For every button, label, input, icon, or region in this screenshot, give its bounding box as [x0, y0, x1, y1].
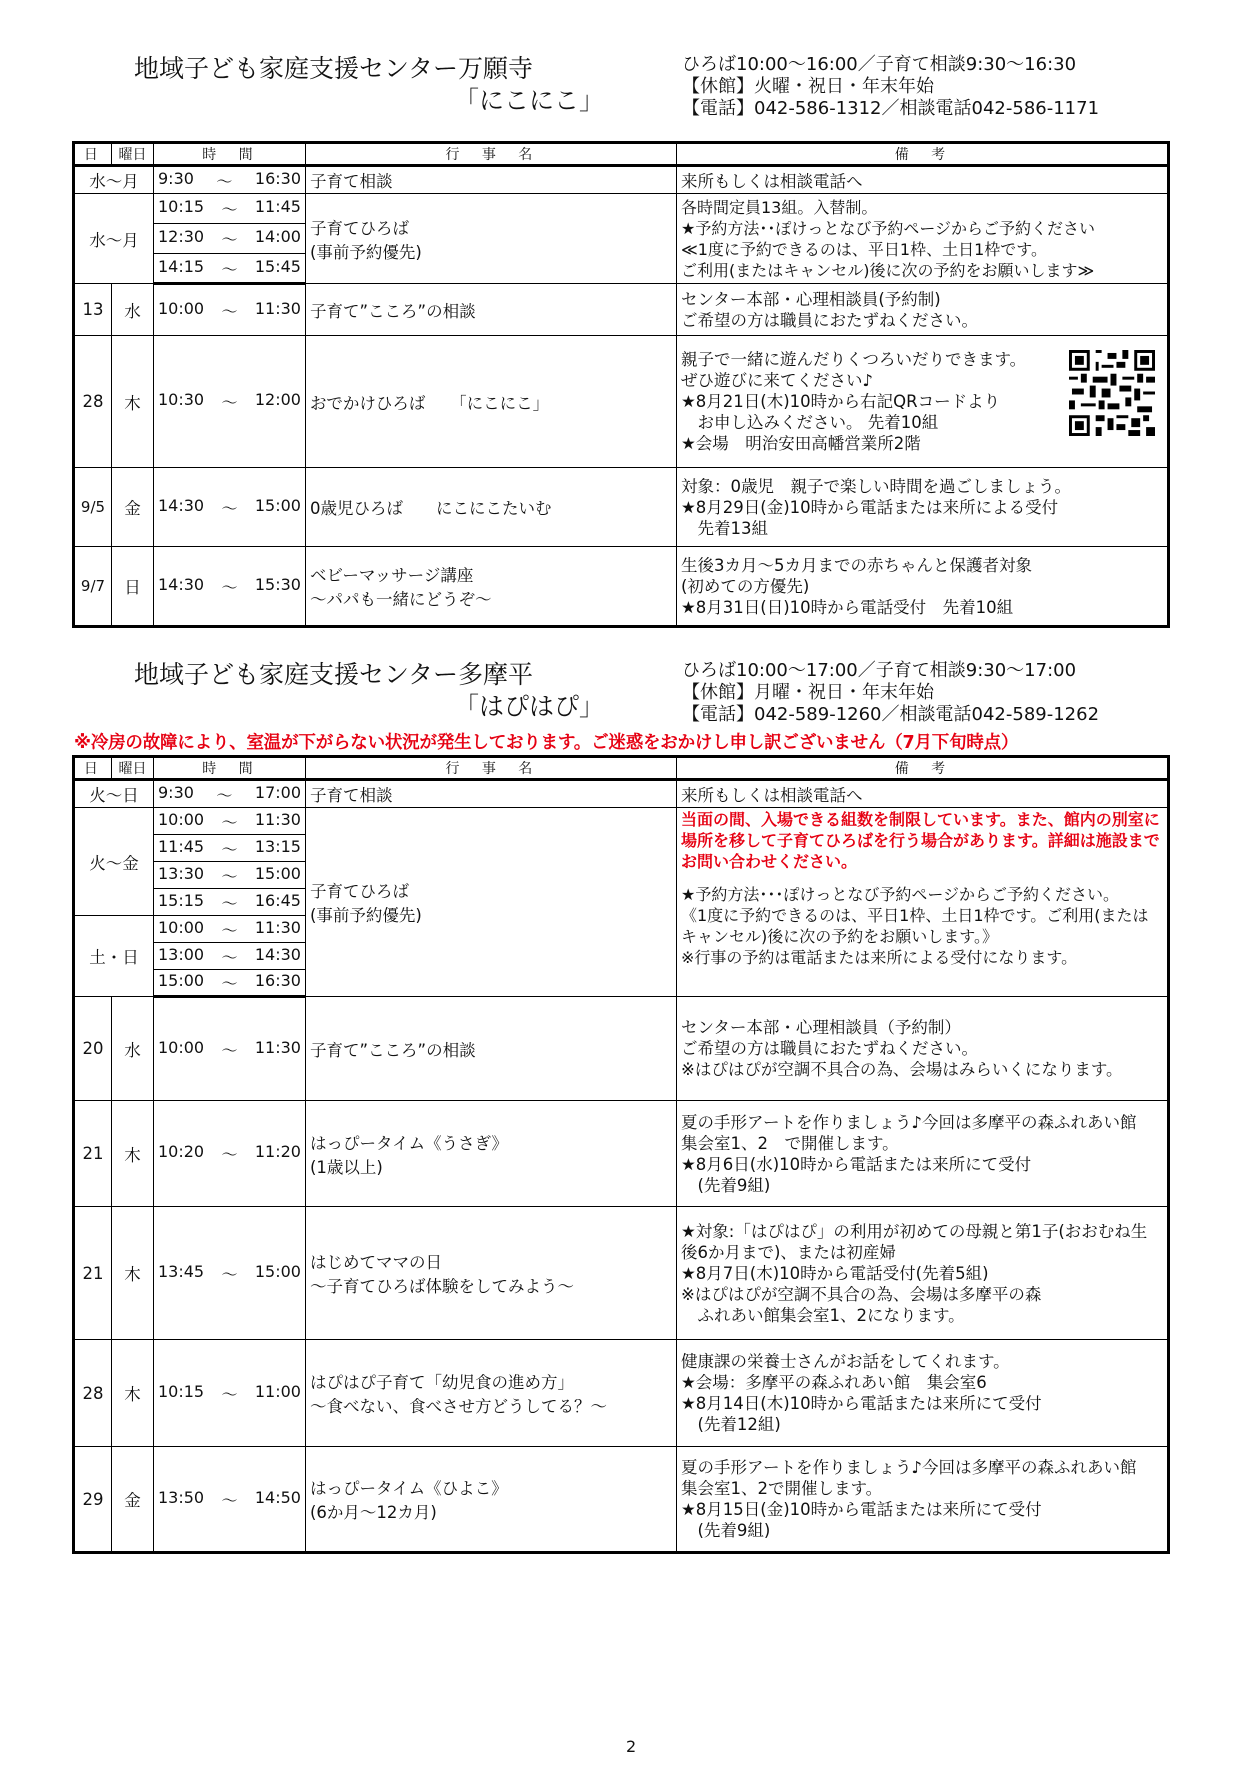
- row-time: 14:30 ～ 15:00: [154, 468, 306, 547]
- row-note-cell: [677, 808, 1169, 997]
- table-row: [74, 166, 1169, 194]
- table-row: [74, 468, 1169, 547]
- row-event: ベビーマッサージ講座 ～パパも一緒にどうぞ～: [306, 547, 677, 627]
- row-time: 10:00 ～ 11:30: [154, 284, 306, 336]
- row-event: はっぴータイム《うさぎ》 (1歳以上): [306, 1101, 677, 1207]
- table-header: [74, 143, 1169, 166]
- row-day: 21: [74, 1207, 112, 1340]
- header-weekday: 曜日: [112, 143, 154, 166]
- row-weekday: 木: [112, 1101, 154, 1207]
- row-event: 子育て”こころ”の相談: [306, 284, 677, 336]
- table-row: [74, 284, 1169, 336]
- row-day: 9/7: [74, 547, 112, 627]
- table-header: [74, 757, 1169, 780]
- row-day: 21: [74, 1101, 112, 1207]
- page-number: 2: [626, 1737, 637, 1756]
- row-event: 子育て相談: [306, 166, 677, 194]
- row-time: 10:15 ～ 11:45: [154, 194, 306, 224]
- row-event: 子育て相談: [306, 780, 677, 808]
- row-note: 来所もしくは相談電話へ: [677, 780, 1169, 808]
- row-time: 10:00 ～ 11:30: [154, 808, 306, 835]
- row-event: 子育てひろば (事前予約優先): [306, 808, 677, 997]
- row-note: 親子で一緒に遊んだりくつろいだりできます。 ぜひ遊びに来てください♪ ★8月21日(木)10時から右記QRコードより お申し込みください。 先着10組 ★会場 明治安田高幡営業所2階: [681, 350, 1027, 453]
- header-weekday: 曜日: [112, 757, 154, 780]
- row-event: はじめてママの日 ～子育てひろば体験をしてみよう～: [306, 1207, 677, 1340]
- row-time: 14:30 ～ 15:30: [154, 547, 306, 627]
- row-note: 夏の手形アートを作りましょう♪今回は多摩平の森ふれあい館 集会室1、2 で開催します。 ★8月6日(水)10時から電話または来所にて受付 (先着9組): [677, 1101, 1169, 1207]
- row-note: ★対象:「はぴはぴ」の利用が初めての母親と第1子(おおむね生後6か月まで)、または初産婦 ★8月7日(木)10時から電話受付(先着5組) ※はぴはぴが空調不具合の為、会場は多摩平の森 ふれあい館集会室1、2になります。: [677, 1207, 1169, 1340]
- row-note: センター本部・心理相談員(予約制) ご希望の方は職員におたずねください。: [677, 284, 1169, 336]
- row-day: 9/5: [74, 468, 112, 547]
- row-day: 13: [74, 284, 112, 336]
- row-time: 14:15 ～ 15:45: [154, 254, 306, 284]
- row-day: 28: [74, 336, 112, 468]
- row-note: 対象：0歳児 親子で楽しい時間を過ごしましょう。 ★8月29日(金)10時から電話または来所による受付 先着13組: [677, 468, 1169, 547]
- qr-code-icon[interactable]: [1069, 350, 1155, 436]
- row-time: 10:15 ～ 11:00: [154, 1340, 306, 1447]
- row-note-warning: 当面の間、入場できる組数を制限しています。また、館内の別室に場所を移して子育てひろばを行う場合があります。詳細は施設までお問い合わせください。: [681, 810, 1160, 871]
- row-event: はっぴータイム《ひよこ》 (6か月～12カ月): [306, 1447, 677, 1553]
- row-note: ★予約方法･･･ぽけっとなび予約ページからご予約ください。 《1度に予約できるのは、平日1枠、土日1枠です。ご利用(またはキャンセル)後に次の予約をお願いします。》 ※行事の予約は電話または来所による受付になります。: [681, 885, 1149, 967]
- table-row: [74, 808, 1169, 835]
- row-time: 9:30 ～ 17:00: [154, 780, 306, 808]
- row-weekday: 木: [112, 1207, 154, 1340]
- row-note: 生後3カ月～5カ月までの赤ちゃんと保護者対象 (初めての方優先) ★8月31日(日)10時から電話受付 先着10組: [677, 547, 1169, 627]
- table-row: [74, 547, 1169, 627]
- row-time: 10:00 ～ 11:30: [154, 916, 306, 943]
- row-time: 13:30 ～ 15:00: [154, 862, 306, 889]
- header-note: 備 考: [677, 757, 1169, 780]
- row-time: 13:45 ～ 15:00: [154, 1207, 306, 1340]
- table-row: [74, 997, 1169, 1101]
- table-row: [74, 780, 1169, 808]
- row-day: 20: [74, 997, 112, 1101]
- row-event: 0歳児ひろば にこにこたいむ: [306, 468, 677, 547]
- table-row: [74, 1101, 1169, 1207]
- section1-header: [72, 54, 1167, 150]
- center-title: 地域子ども家庭支援センター万願寺: [134, 54, 534, 83]
- schedule-table-1: [72, 141, 1170, 628]
- row-time: 13:00 ～ 14:30: [154, 943, 306, 970]
- row-weekday: 木: [112, 1340, 154, 1447]
- row-weekday: 金: [112, 468, 154, 547]
- row-day: 火～日: [74, 780, 154, 808]
- row-note: 各時間定員13組。入替制。 ★予約方法･･ぽけっとなび予約ページからご予約ください ≪1度に予約できるのは、平日1枠、土日1枠です。 ご利用(またはキャンセル)後に次の予約をお願いします≫: [677, 194, 1169, 284]
- row-day: 土・日: [74, 916, 154, 997]
- row-day: 28: [74, 1340, 112, 1447]
- header-day: 日: [74, 143, 112, 166]
- row-event: はぴはぴ子育て「幼児食の進め方」 ～食べない、食べさせ方どうしてる？～: [306, 1340, 677, 1447]
- table-row: [74, 1207, 1169, 1340]
- row-event: おでかけひろば 「にこにこ」: [306, 336, 677, 468]
- header-event: 行 事 名: [306, 757, 677, 780]
- header-event: 行 事 名: [306, 143, 677, 166]
- notice-banner: ※冷房の故障により、室温が下がらない状況が発生しております。ご迷惑をおかけし申し訳ございません（7月下旬時点）: [74, 733, 1019, 753]
- row-time: 15:15 ～ 16:45: [154, 889, 306, 916]
- center-nickname: 「はぴはぴ」: [454, 692, 605, 721]
- row-time: 13:50 ～ 14:50: [154, 1447, 306, 1553]
- center-title: 地域子ども家庭支援センター多摩平: [134, 660, 534, 689]
- row-event: 子育てひろば (事前予約優先): [306, 194, 677, 284]
- table-row: [74, 336, 1169, 468]
- row-note: 健康課の栄養士さんがお話をしてくれます。 ★会場：多摩平の森ふれあい館 集会室6 ★8月14日(木)10時から電話または来所にて受付 (先着12組): [677, 1340, 1169, 1447]
- row-note: 夏の手形アートを作りましょう♪今回は多摩平の森ふれあい館 集会室1、2で開催します。 ★8月15日(金)10時から電話または来所にて受付 (先着9組): [677, 1447, 1169, 1553]
- row-day: 水～月: [74, 166, 154, 194]
- center-info: ひろば10:00～17:00／子育て相談9:30～17:00 【休館】月曜・祝日・年末年始 【電話】042-589-1260／相談電話042-589-1262: [682, 660, 1100, 725]
- row-note: 来所もしくは相談電話へ: [677, 166, 1169, 194]
- header-time: 時 間: [154, 143, 306, 166]
- header-time: 時 間: [154, 757, 306, 780]
- row-weekday: 金: [112, 1447, 154, 1553]
- row-weekday: 木: [112, 336, 154, 468]
- row-note-cell: [677, 336, 1169, 468]
- row-time: 12:30 ～ 14:00: [154, 224, 306, 254]
- header-day: 日: [74, 757, 112, 780]
- table-row: [74, 194, 1169, 224]
- row-day: 火～金: [74, 808, 154, 916]
- schedule-table-2: [72, 755, 1170, 1554]
- row-day: 水～月: [74, 194, 154, 284]
- center-nickname: 「にこにこ」: [454, 86, 605, 115]
- table-row: [74, 1447, 1169, 1553]
- row-time: 9:30 ～ 16:30: [154, 166, 306, 194]
- row-weekday: 日: [112, 547, 154, 627]
- header-note: 備 考: [677, 143, 1169, 166]
- row-event: 子育て”こころ”の相談: [306, 997, 677, 1101]
- row-time: 10:20 ～ 11:20: [154, 1101, 306, 1207]
- row-time: 10:30 ～ 12:00: [154, 336, 306, 468]
- row-time: 15:00 ～ 16:30: [154, 970, 306, 997]
- row-time: 10:00 ～ 11:30: [154, 997, 306, 1101]
- row-time: 11:45 ～ 13:15: [154, 835, 306, 862]
- row-weekday: 水: [112, 284, 154, 336]
- table-row: [74, 1340, 1169, 1447]
- row-note: センター本部・心理相談員（予約制） ご希望の方は職員におたずねください。 ※はぴはぴが空調不具合の為、会場はみらいくになります。: [677, 997, 1169, 1101]
- center-info: ひろば10:00～16:00／子育て相談9:30～16:30 【休館】火曜・祝日・年末年始 【電話】042-586-1312／相談電話042-586-1171: [682, 54, 1100, 119]
- row-day: 29: [74, 1447, 112, 1553]
- row-weekday: 水: [112, 997, 154, 1101]
